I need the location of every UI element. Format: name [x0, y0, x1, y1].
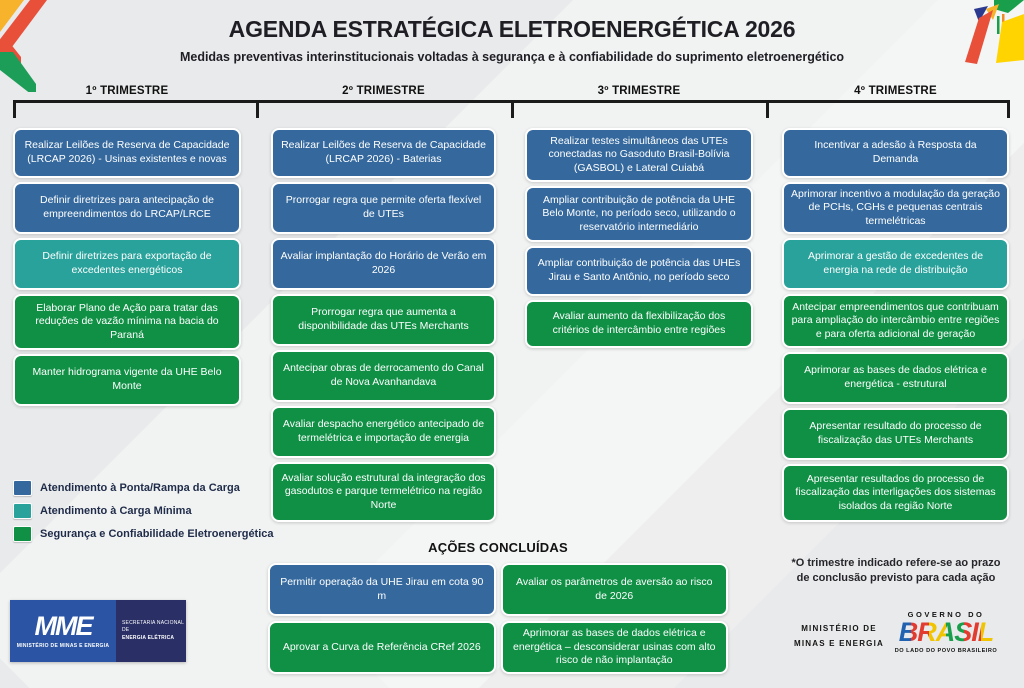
- legend-label: Atendimento à Ponta/Rampa da Carga: [40, 482, 240, 494]
- legend-label: Atendimento à Carga Mínima: [40, 505, 192, 517]
- gov-logo-slogan: DO LADO DO POVO BRASILEIRO: [894, 648, 998, 654]
- completed-action-card: Avaliar os parâmetros de aversão ao risco de 2026: [501, 563, 729, 616]
- action-card: Aprimorar a gestão de excedentes de energia na rede de distribuição: [782, 238, 1009, 290]
- governo-do-brasil-logo: [893, 610, 999, 654]
- action-card: Aprimorar as bases de dados elétrica e energética - estrutural: [782, 352, 1009, 404]
- legend-swatch-green: [13, 526, 32, 542]
- timeline-tick: [766, 103, 769, 118]
- action-card: Incentivar a adesão à Resposta da Demanda: [782, 128, 1009, 178]
- action-card: Apresentar resultado do processo de fiscalização das UTEs Merchants: [782, 408, 1009, 460]
- action-card: Realizar Leilões de Reserva de Capacidade (LRCAP 2026) - Usinas existentes e novas: [13, 128, 241, 178]
- quarter-column-4: [782, 128, 1009, 522]
- action-card: Antecipar obras de derrocamento do Canal de Nova Avanhandava: [271, 350, 496, 402]
- ministry-wordmark: [789, 621, 889, 651]
- action-card: Definir diretrizes para exportação de excedentes energéticos: [13, 238, 241, 290]
- action-card: Apresentar resultados do processo de fiscalização das interligações dos sistemas isolados da região Norte: [782, 464, 1009, 522]
- action-card: Realizar testes simultâneos das UTEs conectadas no Gasoduto Brasil-Bolívia (GASBOL) e Lateral Cuiabá: [525, 128, 753, 182]
- completed-action-card: Aprovar a Curva de Referência CRef 2026: [268, 621, 496, 674]
- legend-swatch-teal: [13, 503, 32, 519]
- legend-item: [13, 503, 274, 519]
- timeline-tick: [1007, 103, 1010, 118]
- action-card: Elaborar Plano de Ação para tratar das reduções de vazão mínima na bacia do Paraná: [13, 294, 241, 350]
- mme-logo: [10, 600, 186, 662]
- quarter-header-2: 2º TRIMESTRE: [342, 85, 425, 97]
- action-card: Avaliar solução estrutural da integração dos gasodutos e parque termelétrico na região Norte: [271, 462, 496, 522]
- timeline-bracket: [13, 100, 1010, 121]
- completed-actions-grid: [268, 563, 728, 674]
- completed-action-card: Permitir operação da UHE Jirau em cota 90 m: [268, 563, 496, 616]
- secretariat-line1: SECRETARIA NACIONAL DE: [122, 619, 184, 634]
- action-card: Realizar Leilões de Reserva de Capacidade (LRCAP 2026) - Baterias: [271, 128, 496, 178]
- page-title: AGENDA ESTRATÉGICA ELETROENERGÉTICA 2026: [228, 16, 796, 42]
- mme-logo-secretariat: [116, 600, 186, 662]
- legend-item: [13, 526, 274, 542]
- action-card: Manter hidrograma vigente da UHE Belo Monte: [13, 354, 241, 406]
- completed-actions-section: [268, 540, 728, 674]
- action-card: Ampliar contribuição de potência das UHEs Jirau e Santo Antônio, no período seco: [525, 246, 753, 296]
- timeline-tick: [256, 103, 259, 118]
- action-card: Antecipar empreendimentos que contribuam para ampliação do intercâmbio entre regiões e para oferta adicional de geração: [782, 294, 1009, 348]
- ministry-line1: MINISTÉRIO DE: [801, 624, 877, 633]
- gov-logo-top-text: GOVERNO DO: [907, 610, 985, 619]
- quarter-column-3: [525, 128, 753, 348]
- quarter-header-1: 1º TRIMESTRE: [85, 85, 169, 97]
- mme-logo-caption: MINISTÉRIO DE MINAS E ENERGIA: [16, 643, 110, 649]
- mme-logo-glyph: MME: [34, 611, 92, 641]
- timeline-tick: [13, 103, 16, 118]
- mme-logo-main: [10, 600, 116, 662]
- action-card: Definir diretrizes para antecipação de empreendimentos do LRCAP/LRCE: [13, 182, 241, 234]
- legend-label: Segurança e Confiabilidade Eletroenergética: [40, 528, 274, 540]
- action-card: Ampliar contribuição de potência da UHE Belo Monte, no período seco, utilizando o reservatório intermediário: [525, 186, 753, 242]
- action-card: Avaliar aumento da flexibilização dos critérios de intercâmbio entre regiões: [525, 300, 753, 348]
- ministry-line2: MINAS E ENERGIA: [793, 639, 884, 649]
- quarter-column-1: [13, 128, 241, 406]
- legend: [13, 480, 274, 542]
- corner-decoration-left: [0, 0, 80, 92]
- completed-action-card: Aprimorar as bases de dados elétrica e energética – desconsiderar usinas com alto risco de não implantação: [501, 621, 729, 674]
- quarter-column-2: [271, 128, 496, 522]
- quarter-header-3: 3º TRIMESTRE: [597, 85, 681, 97]
- action-card: Prorrogar regra que aumenta a disponibilidade das UTEs Merchants: [271, 294, 496, 346]
- gov-logo-brand: BRASIL: [893, 619, 999, 646]
- page-subtitle: Medidas preventivas interinstitucionais voltadas à segurança e à confiabilidade do suprimento eletroenergético: [179, 50, 845, 64]
- action-card: Avaliar despacho energético antecipado de termelétrica e importação de energia: [271, 406, 496, 458]
- secretariat-line2: ENERGIA ELÉTRICA: [122, 634, 175, 641]
- action-card: Avaliar implantação do Horário de Verão em 2026: [271, 238, 496, 290]
- legend-item: [13, 480, 274, 496]
- corner-decoration-right: [948, 0, 1024, 92]
- action-card: Aprimorar incentivo a modulação da geração de PCHs, CGHs e pequenas centrais termelétricas: [782, 182, 1009, 234]
- completed-actions-title: AÇÕES CONCLUÍDAS: [428, 540, 568, 555]
- legend-swatch-blue: [13, 480, 32, 496]
- footnote: *O trimestre indicado refere-se ao prazo de conclusão previsto para cada ação: [791, 557, 1001, 584]
- action-card: Prorrogar regra que permite oferta flexível de UTEs: [271, 182, 496, 234]
- quarter-header-4: 4º TRIMESTRE: [854, 85, 937, 97]
- timeline-tick: [511, 103, 514, 118]
